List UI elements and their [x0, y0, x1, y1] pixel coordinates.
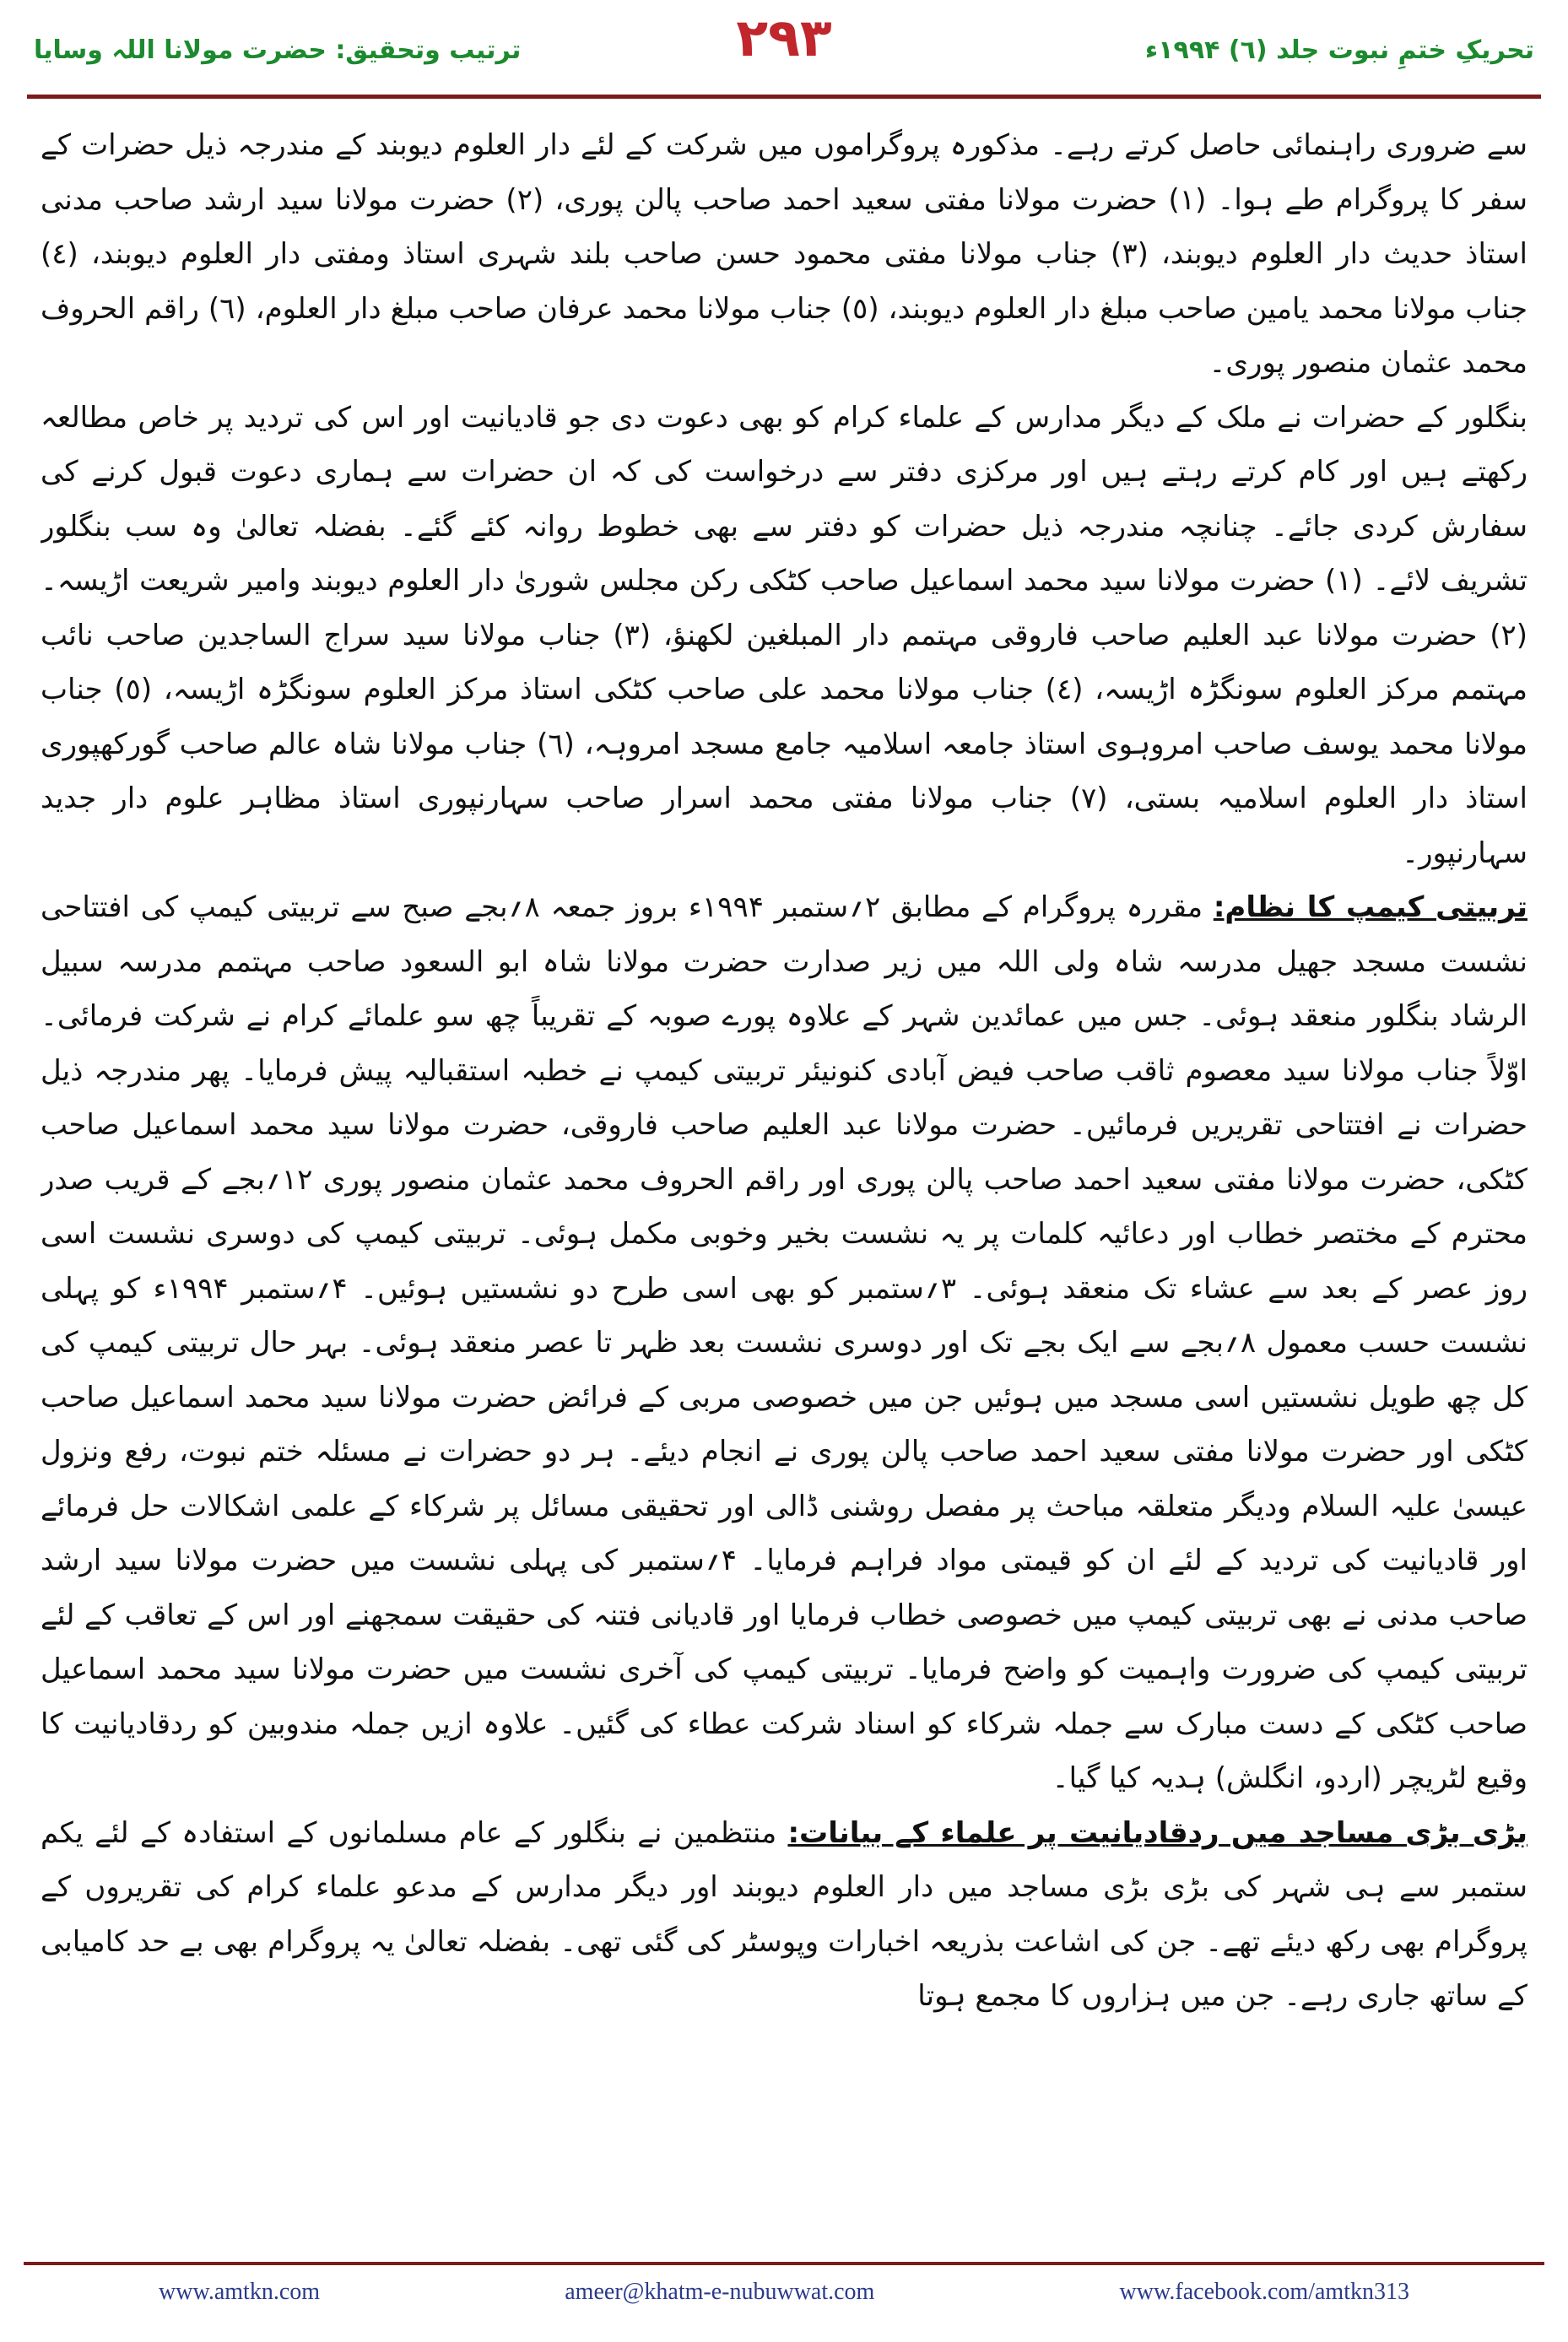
- page-footer: [24, 2270, 1544, 2314]
- page-number: ۲۹۳: [736, 7, 832, 68]
- paragraph-3-text: مقررہ پروگرام کے مطابق ۲؍ستمبر ۱۹۹۴ء بروز جمعہ ۸؍بجے صبح سے تربیتی کیمپ کی افتتاحی نشست مسجد جھیل مدرسہ شاہ ولی اللہ میں زیر صدارت حضرت مولانا شاہ ابو السعود صاحب مہتمم مدرسہ سبیل الرشاد بنگلور منعقد ہوئی۔ جس میں عمائدین شہر کے علاوہ پورے صوبہ کے تقریباً چھ سو علمائے کرام نے شرکت فرمائی۔ اوّلاً جناب مولانا سید معصوم ثاقب صاحب فیض آبادی کنونیئر تربیتی کیمپ نے خطبہ استقبالیہ پیش فرمایا۔ پھر مندرجہ ذیل حضرات نے افتتاحی تقریریں فرمائیں۔ حضرت مولانا عبد العلیم صاحب فاروقی، حضرت مولانا سید محمد اسماعیل صاحب کٹکی، حضرت مولانا مفتی سعید احمد صاحب پالن پوری اور راقم الحروف محمد عثمان منصور پوری ۱۲؍بجے کے قریب صدر محترم کے مختصر خطاب اور دعائیہ کلمات پر یہ نشست بخیر وخوبی مکمل ہوئی۔ تربیتی کیمپ کی دوسری نشست اسی روز عصر کے بعد سے عشاء تک منعقد ہوئی۔ ۳؍ستمبر کو بھی اسی طرح دو نشستیں ہوئیں۔ ۴؍ستمبر ۱۹۹۴ء کو پہلی نشست حسب معمول ۸؍بجے سے ایک بجے تک اور دوسری نشست بعد ظہر تا عصر منعقد ہوئی۔ بہر حال تربیتی کیمپ کی کل چھ طویل نشستیں اسی مسجد میں ہوئیں جن میں خصوصی مربی کے فرائض حضرت مولانا سید محمد اسماعیل صاحب کٹکی اور حضرت مولانا مفتی سعید احمد صاحب پالن پوری نے انجام دیئے۔ ہر دو حضرات نے مسئلہ ختم نبوت، رفع ونزول عیسیٰ علیہ السلام ودیگر متعلقہ مباحث پر مفصل روشنی ڈالی اور تحقیقی مسائل پر شرکاء کے علمی اشکالات حل فرمائے اور قادیانیت کی تردید کے لئے ان کو قیمتی مواد فراہم فرمایا۔ ۴؍ستمبر کی پہلی نشست میں حضرت مولانا سید ارشد صاحب مدنی نے بھی تربیتی کیمپ میں خصوصی خطاب فرمایا اور قادیانی فتنہ کی حقیقت سمجھنے اور اس کے تعاقب کے لئے تربیتی کیمپ کی ضرورت واہمیت کو واضح فرمایا۔ تربیتی کیمپ کی آخری نشست میں حضرت مولانا سید محمد اسماعیل صاحب کٹکی کے دست مبارک سے جملہ شرکاء کو اسناد شرکت عطاء کی گئیں۔ علاوہ ازیں جملہ مندوبین کو ردقادیانیت کا وقیع لٹریچر (اردو، انگلش) ہدیہ کیا گیا۔: [41, 890, 1527, 1795]
- header-divider: [27, 95, 1541, 99]
- paragraph-4: [41, 1806, 1527, 2024]
- section-heading-camp: تربیتی کیمپ کا نظام:: [1213, 890, 1527, 924]
- book-title: تحریکِ ختمِ نبوت جلد (٦) ۱۹۹۴ء: [1144, 35, 1534, 65]
- page-header: [0, 0, 1568, 101]
- compiler-credit: ترتیب وتحقیق: حضرت مولانا اللہ وسایا: [34, 35, 522, 65]
- paragraph-4-text: منتظمین نے بنگلور کے عام مسلمانوں کے استفادہ کے لئے یکم ستمبر سے ہی شہر کی بڑی بڑی مساجد میں دار العلوم دیوبند اور دیگر مدارس کے مدعو علماء کرام کی تقریروں کے پروگرام بھی رکھ دیئے تھے۔ جن کی اشاعت بذریعہ اخبارات وپوسٹر کی گئی تھی۔ بفضلہ تعالیٰ یہ پروگرام بھی بے حد کامیابی کے ساتھ جاری رہے۔ جن میں ہزاروں کا مجمع ہوتا: [41, 1815, 1527, 2013]
- section-heading-mosques: بڑی بڑی مساجد میں ردقادیانیت پر علماء کے بیانات:: [787, 1815, 1527, 1850]
- footer-facebook-link[interactable]: www.facebook.com/amtkn313: [1119, 2279, 1409, 2305]
- footer-divider: [24, 2262, 1544, 2265]
- article-body: [41, 118, 1527, 2220]
- paragraph-1: سے ضروری راہنمائی حاصل کرتے رہے۔ مذکورہ پروگراموں میں شرکت کے لئے دار العلوم دیوبند کے مندرجہ ذیل حضرات کے سفر کا پروگرام طے ہوا۔ (١) حضرت مولانا مفتی سعید احمد صاحب پالن پوری، (٢) حضرت مولانا سید ارشد صاحب مدنی استاذ حدیث دار العلوم دیوبند، (٣) جناب مولانا مفتی محمود حسن صاحب بلند شہری استاذ ومفتی دار العلوم دیوبند، (٤) جناب مولانا محمد یامین صاحب مبلغ دار العلوم دیوبند، (٥) جناب مولانا محمد عرفان صاحب مبلغ دار العلوم، (٦) راقم الحروف محمد عثمان منصور پوری۔: [41, 128, 1527, 380]
- footer-website-link[interactable]: www.amtkn.com: [159, 2279, 321, 2305]
- paragraph-3: [41, 880, 1527, 1806]
- footer-email-link[interactable]: ameer@khatm-e-nubuwwat.com: [565, 2279, 875, 2305]
- paragraph-2: بنگلور کے حضرات نے ملک کے دیگر مدارس کے علماء کرام کو بھی دعوت دی جو قادیانیت اور اس کی تردید پر خاص مطالعہ رکھتے ہیں اور کام کرتے رہتے ہیں اور مرکزی دفتر سے درخواست کی کہ ان حضرات سے ہماری دعوت قبول کرنے کی سفارش کردی جائے۔ چنانچہ مندرجہ ذیل حضرات کو دفتر سے بھی خطوط روانہ کئے گئے۔ بفضلہ تعالیٰ وہ سب بنگلور تشریف لائے۔ (١) حضرت مولانا سید محمد اسماعیل صاحب کٹکی رکن مجلس شوریٰ دار العلوم دیوبند وامیر شریعت اڑیسہ۔ (٢) حضرت مولانا عبد العلیم صاحب فاروقی مہتمم دار المبلغین لکھنؤ، (٣) جناب مولانا سید سراج الساجدین صاحب نائب مہتمم مرکز العلوم سونگڑہ اڑیسہ، (٤) جناب مولانا محمد علی صاحب کٹکی استاذ مرکز العلوم سونگڑہ اڑیسہ، (٥) جناب مولانا محمد یوسف صاحب امروہوی استاذ جامعہ اسلامیہ جامع مسجد امروہہ، (٦) جناب مولانا شاہ عالم صاحب گورکھپوری استاذ دار العلوم اسلامیہ بستی، (٧) جناب مولانا مفتی محمد اسرار صاحب سہارنپوری استاذ مظاہر علوم دار جدید سہارنپور۔: [41, 400, 1527, 870]
